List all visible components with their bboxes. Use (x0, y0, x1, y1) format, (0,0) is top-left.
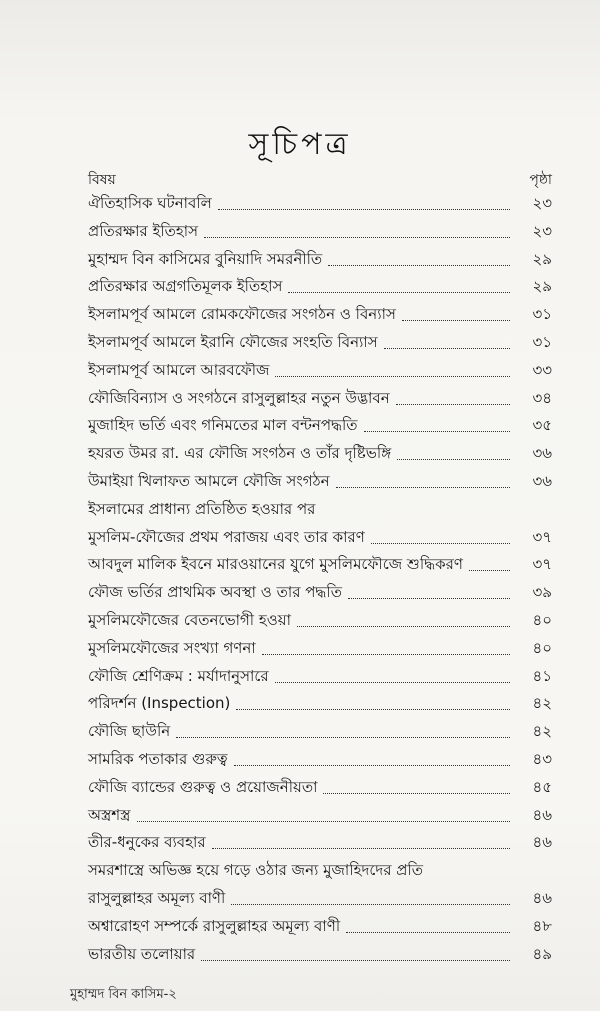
toc-entry-page: ৩১ (532, 333, 552, 351)
toc-entry-title: মুসলিমফৌজের বেতনভোগী হওয়া (88, 611, 291, 629)
toc-entry-page: ৪৬ (532, 889, 552, 907)
toc-leader-dots (204, 215, 510, 238)
toc-entry-page: ৩৩ (532, 360, 552, 379)
toc-entry-title: মুহাম্মদ বিন কাসিমের বুনিয়াদি সমরনীতি (88, 249, 323, 268)
toc-entry-page: ৪০ (532, 638, 552, 657)
toc-entry-title: তীর-ধনুকের ব্যবহার (88, 833, 206, 852)
toc-entry-page: ৪২ (532, 722, 552, 741)
toc-entry-page: ৪০ (532, 611, 552, 629)
toc-entry (88, 498, 552, 520)
toc-entry (88, 831, 552, 853)
toc-entry-title: ইসলামপূর্ব আমলে রোমকফৌজের সংগঠন ও বিন্যাস (88, 305, 396, 324)
toc-leader-dots (236, 687, 510, 710)
toc-leader-dots (212, 826, 510, 849)
toc-entry-page: ৪৫ (532, 777, 552, 796)
toc-leader-dots (234, 743, 510, 766)
toc-entry-page: ২৩ (532, 194, 552, 212)
toc-entry (88, 220, 552, 242)
toc-entry (88, 581, 552, 603)
toc-entry-page: ৪২ (532, 694, 552, 713)
toc-entry-page: ৪৬ (532, 833, 552, 852)
toc-entry-title: ভারতীয় তলোয়ার (88, 944, 196, 963)
toc-leader-dots (397, 437, 510, 460)
toc-entry (88, 248, 552, 270)
toc-entry-page: ৪৬ (532, 805, 552, 824)
toc-entry-title: উমাইয়া খিলাফত আমলে ফৌজি সংগঠন (88, 472, 330, 490)
toc-leader-dots (469, 548, 510, 571)
toc-leader-dots (297, 604, 510, 627)
toc-entry-title: সামরিক পতাকার গুরুত্ব (88, 750, 228, 768)
toc-entry (88, 387, 552, 409)
toc-entry-title: ঐতিহাসিক ঘটনাবলি (88, 194, 212, 212)
toc-leader-dots (218, 187, 510, 210)
toc-entry-page: ৪৩ (532, 750, 552, 768)
toc-entry (88, 192, 552, 214)
toc-entry (88, 915, 552, 937)
toc-entry-page: ৪৯ (532, 944, 552, 963)
toc-entry (88, 414, 552, 436)
toc-leader-dots (384, 326, 510, 349)
toc-entry-title: মুসলিমফৌজের সংখ্যা গণনা (88, 638, 256, 657)
toc-entry-page: ৪৮ (532, 916, 552, 935)
toc-header-page: পৃষ্ঠা (529, 172, 552, 188)
toc-leader-dots (402, 298, 510, 321)
toc-entry-title: অশ্বারোহণ সম্পর্কে রাসুলুল্লাহর অমূল্য বাণী (88, 916, 341, 935)
toc-leader-dots (137, 799, 510, 822)
toc-entry-title: ফৌজ ভর্তির প্রাথমিক অবস্থা ও তার পদ্ধতি (88, 583, 342, 602)
toc-leader-dots (396, 382, 510, 405)
toc-leader-dots (364, 409, 510, 432)
page-title: সূচিপত্র (248, 127, 352, 162)
toc-entry (88, 748, 552, 770)
toc-leader-dots (275, 354, 510, 377)
toc-entry-title: ইসলামপূর্ব আমলে ইরানি ফৌজের সংহতি বিন্যাস (88, 333, 378, 351)
toc-entry (88, 692, 552, 714)
toc-entry (88, 859, 552, 881)
toc-leader-dots (323, 771, 510, 794)
toc-leader-dots (275, 660, 510, 683)
toc-entry (88, 359, 552, 381)
toc-entry-title: ফৌজিবিন্যাস ও সংগঠনে রাসুলুল্লাহর নতুন উদ্ভাবন (88, 388, 390, 407)
toc-entry-title: মুসলিম-ফৌজের প্রথম পরাজয় এবং তার কারণ (88, 527, 365, 546)
toc-entry-page: ২৩ (532, 221, 552, 240)
toc-entry-page: ৩৫ (532, 416, 552, 435)
toc-entry-title: মুজাহিদ ভর্তি এবং গনিমতের মাল বন্টনপদ্ধতি (88, 416, 358, 435)
toc-entry (88, 609, 552, 631)
toc-entry-page: ৩১ (532, 305, 552, 324)
toc-header-subject: বিষয় (88, 172, 116, 188)
toc-entry-title: ফৌজি ছাউনি (88, 722, 171, 741)
toc-leader-dots (328, 243, 510, 266)
toc-leader-dots (288, 270, 510, 293)
toc-entry-page: ৪১ (532, 666, 552, 685)
toc-entry-page: ৩৯ (532, 583, 552, 602)
toc-entry-title: প্রতিরক্ষার অগ্রগতিমূলক ইতিহাস (88, 277, 283, 296)
toc-leader-dots (346, 910, 510, 933)
toc-entry-page: ৩৬ (532, 472, 552, 490)
toc-leader-dots (201, 938, 510, 961)
toc-leader-dots (231, 882, 510, 905)
toc-entry (88, 943, 552, 965)
toc-entry-title: ফৌজি শ্রেণিক্রম : মর্যাদানুসারে (88, 666, 269, 685)
toc-entry-page: ২৯ (532, 249, 552, 268)
toc-leader-dots (371, 521, 510, 544)
toc-entry (88, 303, 552, 325)
toc-entry-title: ইসলামপূর্ব আমলে আরবফৌজ (88, 360, 270, 379)
toc-entry (88, 442, 552, 464)
toc-entry-page: ৩৪ (532, 388, 552, 407)
toc-entry (88, 637, 552, 659)
toc-entry-title: ফৌজি ব্যান্ডের গুরুত্ব ও প্রয়োজনীয়তা (88, 777, 318, 796)
toc-entry-title: হযরত উমর রা. এর ফৌজি সংগঠন ও তাঁর দৃষ্টিভঙ্গি (88, 444, 392, 463)
toc-entry-title: আবদুল মালিক ইবনে মারওয়ানের যুগে মুসলিমফৌজে শুদ্ধিকরণ (88, 555, 463, 574)
toc-entry-title: ইসলামের প্রাধান্য প্রতিষ্ঠিত হওয়ার পর (88, 499, 316, 518)
toc-entry (88, 776, 552, 798)
toc-entry-page: ৩৭ (532, 555, 552, 574)
toc-entry (88, 804, 552, 826)
toc-entry (88, 275, 552, 297)
toc-leader-dots (176, 715, 510, 738)
toc-entry-title: পরিদর্শন (Inspection) (88, 694, 231, 713)
toc-entry (88, 526, 552, 548)
toc-leader-dots (262, 632, 510, 655)
toc-entry-title: রাসুলুল্লাহর অমূল্য বাণী (88, 889, 226, 907)
toc-entry-title: সমরশাস্ত্রে অভিজ্ঞ হয়ে গড়ে ওঠার জন্য মুজাহিদদের প্রতি (88, 861, 423, 880)
toc-entry (88, 470, 552, 492)
toc-leader-dots (336, 465, 510, 488)
toc-entry-page: ৩৭ (532, 527, 552, 546)
page-footer: মুহাম্মদ বিন কাসিম-২ (70, 987, 177, 1002)
toc-leader-dots (348, 576, 510, 599)
toc-entry (88, 331, 552, 353)
toc-entry-page: ২৯ (532, 277, 552, 296)
toc-entry (88, 720, 552, 742)
toc-entry (88, 665, 552, 687)
toc-entry-title: প্রতিরক্ষার ইতিহাস (88, 221, 199, 240)
toc-entry (88, 553, 552, 575)
toc-entry-title: অস্ত্রশস্ত্র (88, 805, 131, 824)
toc-entry (88, 887, 552, 909)
toc-entry-page: ৩৬ (532, 444, 552, 463)
